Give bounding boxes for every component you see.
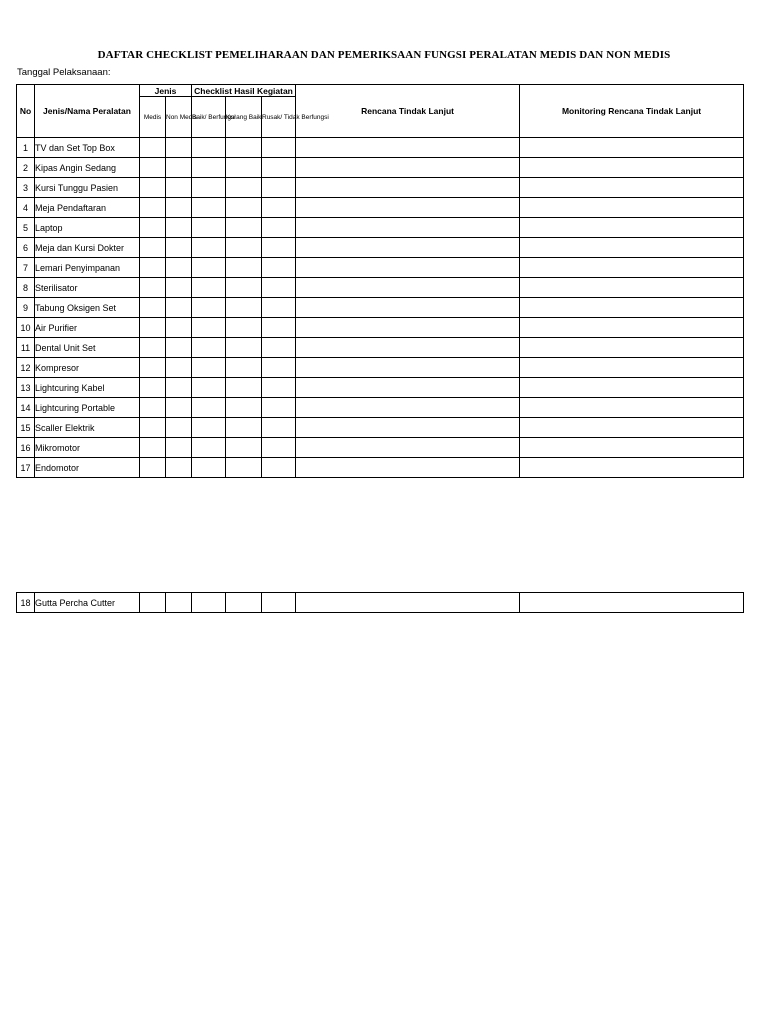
kurang-baik-cell <box>226 593 262 613</box>
row-number: 16 <box>17 438 35 458</box>
equipment-name: Gutta Percha Cutter <box>35 593 140 613</box>
monitoring-cell <box>520 258 744 278</box>
medis-cell <box>140 458 166 478</box>
medis-cell <box>140 593 166 613</box>
rusak-cell <box>262 358 296 378</box>
non-medis-cell <box>166 258 192 278</box>
row-number: 3 <box>17 178 35 198</box>
baik-cell <box>192 198 226 218</box>
kurang-baik-cell <box>226 198 262 218</box>
baik-cell <box>192 278 226 298</box>
table-row <box>17 218 744 238</box>
monitoring-cell <box>520 178 744 198</box>
non-medis-cell <box>166 278 192 298</box>
rencana-cell <box>296 258 520 278</box>
monitoring-cell <box>520 318 744 338</box>
equipment-name: Sterilisator <box>35 278 140 298</box>
table-row <box>17 238 744 258</box>
baik-cell <box>192 258 226 278</box>
non-medis-cell <box>166 418 192 438</box>
medis-cell <box>140 278 166 298</box>
row-number: 14 <box>17 398 35 418</box>
kurang-baik-cell <box>226 318 262 338</box>
non-medis-cell <box>166 378 192 398</box>
medis-cell <box>140 138 166 158</box>
rusak-cell <box>262 593 296 613</box>
rencana-cell <box>296 138 520 158</box>
table-row <box>17 378 744 398</box>
rencana-cell <box>296 378 520 398</box>
table-row <box>17 158 744 178</box>
rusak-cell <box>262 418 296 438</box>
row-number: 13 <box>17 378 35 398</box>
kurang-baik-cell <box>226 298 262 318</box>
baik-cell <box>192 378 226 398</box>
rusak-cell <box>262 158 296 178</box>
table-row <box>17 358 744 378</box>
equipment-name: Endomotor <box>35 458 140 478</box>
equipment-name: Kipas Angin Sedang <box>35 158 140 178</box>
rencana-cell <box>296 218 520 238</box>
table-row <box>17 438 744 458</box>
non-medis-cell <box>166 338 192 358</box>
monitoring-cell <box>520 378 744 398</box>
rusak-cell <box>262 238 296 258</box>
row-number: 17 <box>17 458 35 478</box>
table-row <box>17 318 744 338</box>
rencana-cell <box>296 593 520 613</box>
rencana-cell <box>296 398 520 418</box>
kurang-baik-cell <box>226 358 262 378</box>
medis-cell <box>140 318 166 338</box>
table-row <box>17 138 744 158</box>
header-rencana: Rencana Tindak Lanjut <box>296 85 520 138</box>
rencana-cell <box>296 418 520 438</box>
checklist-table-continued <box>16 592 744 613</box>
medis-cell <box>140 298 166 318</box>
kurang-baik-cell <box>226 138 262 158</box>
non-medis-cell <box>166 158 192 178</box>
non-medis-cell <box>166 438 192 458</box>
rusak-cell <box>262 138 296 158</box>
rusak-cell <box>262 198 296 218</box>
rusak-cell <box>262 398 296 418</box>
baik-cell <box>192 398 226 418</box>
header-no: No <box>17 85 35 138</box>
baik-cell <box>192 358 226 378</box>
row-number: 7 <box>17 258 35 278</box>
medis-cell <box>140 418 166 438</box>
medis-cell <box>140 398 166 418</box>
rusak-cell <box>262 378 296 398</box>
baik-cell <box>192 298 226 318</box>
rencana-cell <box>296 158 520 178</box>
monitoring-cell <box>520 358 744 378</box>
monitoring-cell <box>520 238 744 258</box>
monitoring-cell <box>520 338 744 358</box>
row-number: 2 <box>17 158 35 178</box>
non-medis-cell <box>166 238 192 258</box>
table-row <box>17 398 744 418</box>
rencana-cell <box>296 358 520 378</box>
row-number: 5 <box>17 218 35 238</box>
kurang-baik-cell <box>226 338 262 358</box>
non-medis-cell <box>166 358 192 378</box>
table-row <box>17 258 744 278</box>
non-medis-cell <box>166 458 192 478</box>
baik-cell <box>192 218 226 238</box>
monitoring-cell <box>520 218 744 238</box>
equipment-name: Dental Unit Set <box>35 338 140 358</box>
kurang-baik-cell <box>226 438 262 458</box>
table-row <box>17 178 744 198</box>
rencana-cell <box>296 458 520 478</box>
medis-cell <box>140 358 166 378</box>
header-monitoring: Monitoring Rencana Tindak Lanjut <box>520 85 744 138</box>
rusak-cell <box>262 338 296 358</box>
monitoring-cell <box>520 158 744 178</box>
non-medis-cell <box>166 593 192 613</box>
rusak-cell <box>262 178 296 198</box>
equipment-name: Mikromotor <box>35 438 140 458</box>
medis-cell <box>140 178 166 198</box>
table-row <box>17 458 744 478</box>
medis-cell <box>140 238 166 258</box>
row-number: 1 <box>17 138 35 158</box>
medis-cell <box>140 338 166 358</box>
rencana-cell <box>296 178 520 198</box>
document-title: DAFTAR CHECKLIST PEMELIHARAAN DAN PEMERIKSAAN FUNGSI PERALATAN MEDIS DAN NON MEDIS <box>97 49 671 61</box>
kurang-baik-cell <box>226 458 262 478</box>
rencana-cell <box>296 438 520 458</box>
monitoring-cell <box>520 138 744 158</box>
baik-cell <box>192 593 226 613</box>
row-number: 10 <box>17 318 35 338</box>
medis-cell <box>140 198 166 218</box>
non-medis-cell <box>166 178 192 198</box>
kurang-baik-cell <box>226 258 262 278</box>
rusak-cell <box>262 258 296 278</box>
rusak-cell <box>262 298 296 318</box>
non-medis-cell <box>166 318 192 338</box>
row-number: 18 <box>17 593 35 613</box>
kurang-baik-cell <box>226 178 262 198</box>
kurang-baik-cell <box>226 158 262 178</box>
row-number: 6 <box>17 238 35 258</box>
table-row <box>17 198 744 218</box>
row-number: 11 <box>17 338 35 358</box>
medis-cell <box>140 378 166 398</box>
equipment-name: Kursi Tunggu Pasien <box>35 178 140 198</box>
equipment-name: TV dan Set Top Box <box>35 138 140 158</box>
baik-cell <box>192 418 226 438</box>
equipment-name: Lightcuring Portable <box>35 398 140 418</box>
rusak-cell <box>262 438 296 458</box>
non-medis-cell <box>166 298 192 318</box>
rencana-cell <box>296 278 520 298</box>
monitoring-cell <box>520 458 744 478</box>
baik-cell <box>192 138 226 158</box>
header-kurang-baik: Kurang Baik <box>226 97 262 138</box>
row-number: 4 <box>17 198 35 218</box>
monitoring-cell <box>520 298 744 318</box>
header-rusak: Rusak/ Tidak Berfungsi <box>262 97 296 138</box>
medis-cell <box>140 258 166 278</box>
monitoring-cell <box>520 438 744 458</box>
baik-cell <box>192 458 226 478</box>
row-number: 8 <box>17 278 35 298</box>
baik-cell <box>192 438 226 458</box>
non-medis-cell <box>166 198 192 218</box>
rencana-cell <box>296 338 520 358</box>
table-row <box>17 593 744 613</box>
rusak-cell <box>262 218 296 238</box>
non-medis-cell <box>166 218 192 238</box>
header-name: Jenis/Nama Peralatan <box>35 85 140 138</box>
equipment-name: Lemari Penyimpanan <box>35 258 140 278</box>
rusak-cell <box>262 278 296 298</box>
table-row <box>17 338 744 358</box>
equipment-name: Kompresor <box>35 358 140 378</box>
row-number: 15 <box>17 418 35 438</box>
rusak-cell <box>262 318 296 338</box>
header-medis: Medis <box>140 97 166 138</box>
equipment-name: Tabung Oksigen Set <box>35 298 140 318</box>
row-number: 9 <box>17 298 35 318</box>
kurang-baik-cell <box>226 238 262 258</box>
header-checklist-group: Checklist Hasil Kegiatan <box>192 85 296 97</box>
rencana-cell <box>296 298 520 318</box>
medis-cell <box>140 438 166 458</box>
non-medis-cell <box>166 138 192 158</box>
baik-cell <box>192 238 226 258</box>
equipment-name: Lightcuring Kabel <box>35 378 140 398</box>
equipment-name: Meja Pendaftaran <box>35 198 140 218</box>
medis-cell <box>140 218 166 238</box>
equipment-name: Meja dan Kursi Dokter <box>35 238 140 258</box>
kurang-baik-cell <box>226 418 262 438</box>
kurang-baik-cell <box>226 278 262 298</box>
table-row <box>17 278 744 298</box>
equipment-name: Scaller Elektrik <box>35 418 140 438</box>
rusak-cell <box>262 458 296 478</box>
baik-cell <box>192 158 226 178</box>
rencana-cell <box>296 198 520 218</box>
kurang-baik-cell <box>226 398 262 418</box>
baik-cell <box>192 178 226 198</box>
baik-cell <box>192 318 226 338</box>
header-non-medis: Non Medis <box>166 97 192 138</box>
rencana-cell <box>296 238 520 258</box>
date-label: Tanggal Pelaksanaan: <box>17 67 111 78</box>
table-row <box>17 298 744 318</box>
baik-cell <box>192 338 226 358</box>
header-baik: Baik/ Berfungsi <box>192 97 226 138</box>
monitoring-cell <box>520 418 744 438</box>
monitoring-cell <box>520 593 744 613</box>
medis-cell <box>140 158 166 178</box>
kurang-baik-cell <box>226 378 262 398</box>
table-row <box>17 418 744 438</box>
monitoring-cell <box>520 198 744 218</box>
monitoring-cell <box>520 398 744 418</box>
kurang-baik-cell <box>226 218 262 238</box>
non-medis-cell <box>166 398 192 418</box>
header-jenis-group: Jenis <box>140 85 192 97</box>
monitoring-cell <box>520 278 744 298</box>
equipment-name: Laptop <box>35 218 140 238</box>
row-number: 12 <box>17 358 35 378</box>
checklist-table <box>16 84 744 478</box>
rencana-cell <box>296 318 520 338</box>
equipment-name: Air Purifier <box>35 318 140 338</box>
